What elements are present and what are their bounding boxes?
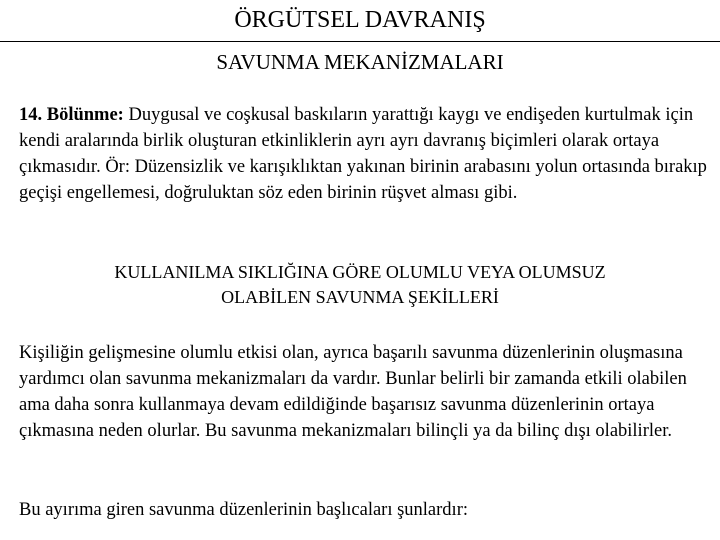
definition-paragraph [19, 102, 709, 206]
page-subtitle: SAVUNMA MEKANİZMALARI [216, 50, 504, 74]
title-divider [0, 41, 720, 42]
section-heading [0, 260, 720, 310]
section-heading-line-2: OLABİLEN SAVUNMA ŞEKİLLERİ [221, 287, 499, 307]
body-paragraph: Kişiliğin gelişmesine olumlu etkisi olan, ayrıca başarılı savunma düzenlerinin oluşmasına yardımcı olan savunma mekanizmaları da vardır. Bunlar belirli bir zamanda etkili olabilen ama daha sonra kullanmaya devam edildiğinde başarısız savunma düzenlerinin ortaya çıkmasına neden olurlar. Bu savunma mekanizmaları bilinçli ya da bilinç dışı olabilirler. [19, 343, 687, 441]
definition-term: 14. Bölünme: [19, 105, 124, 125]
closing-paragraph: Bu ayırıma giren savunma düzenlerinin başlıcaları şunlardır: [19, 500, 468, 520]
page-title: ÖRGÜTSEL DAVRANIŞ [234, 7, 486, 33]
definition-text: Duygusal ve coşkusal baskıların yarattığı kaygı ve endişeden kurtulmak için kendi aralarında birlik oluşturan etkinliklerin ayrı ayrı davranış biçimleri olarak ortaya çıkmasıdır. Ör: Düzensizlik ve karışıklıktan yakınan birinin arabasını yolun ortasında bırakıp geçişi engellemesi, doğruluktan söz eden birinin rüşvet alması gibi. [19, 105, 707, 203]
section-heading-line-1: KULLANILMA SIKLIĞINA GÖRE OLUMLU VEYA OLUMSUZ [114, 262, 606, 282]
